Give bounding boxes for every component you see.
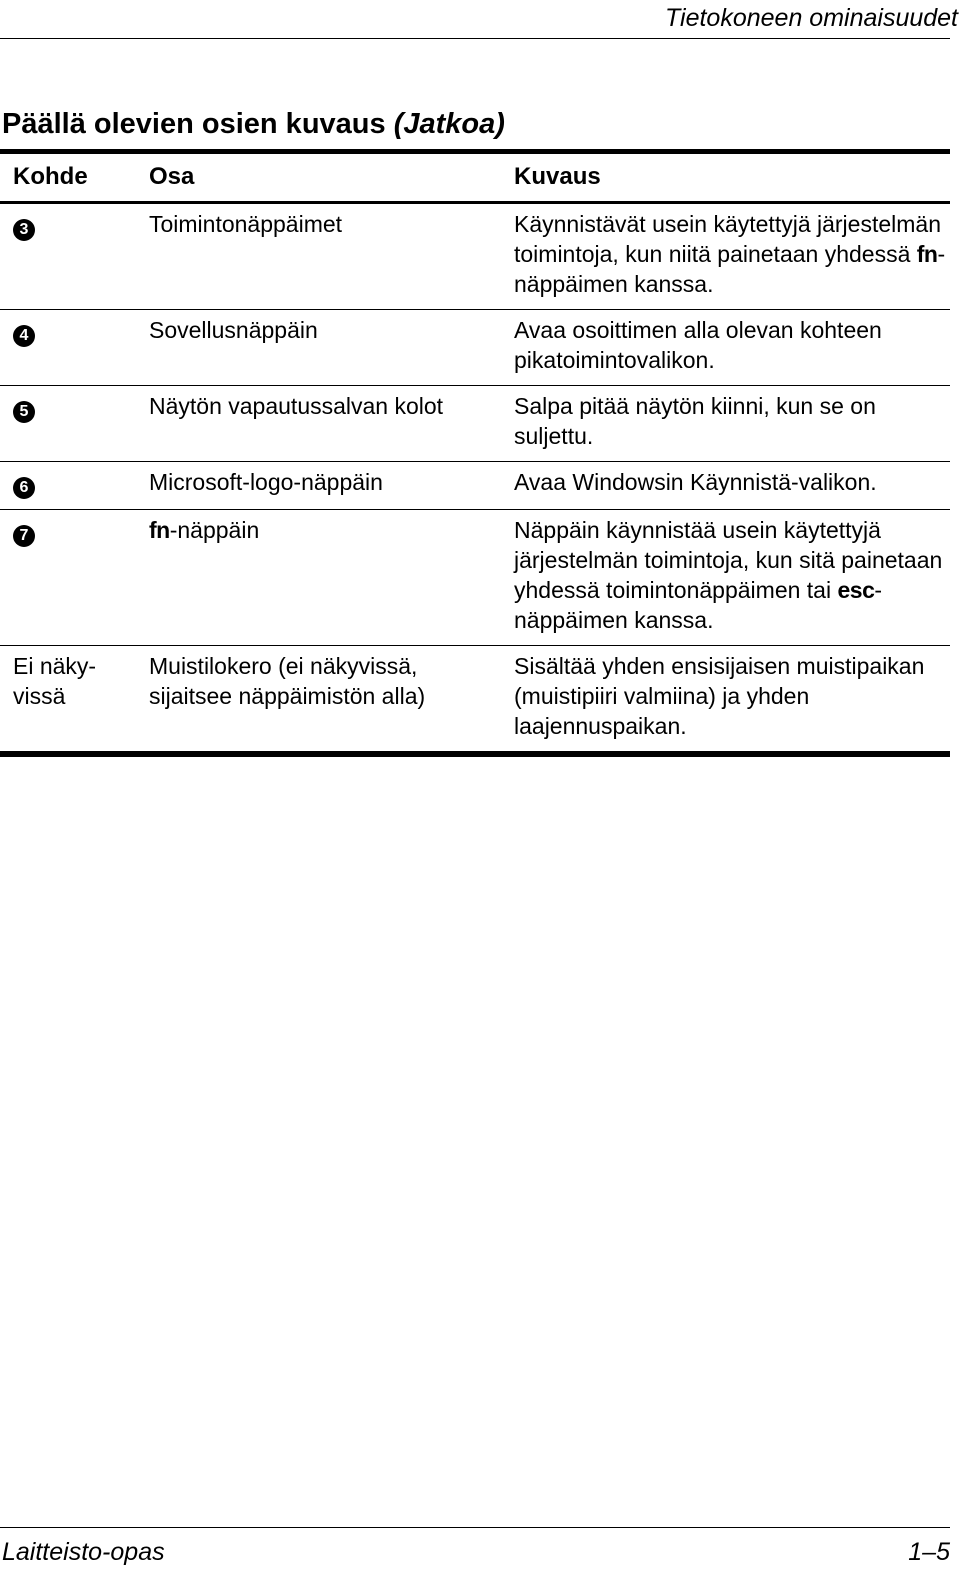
esc-key-label: esc xyxy=(837,577,875,603)
description-text: Näppäin käynnistää usein käytettyjä järjestelmän toimintoja, kun sitä painetaan yhdessä toimintonäppäimen tai xyxy=(514,517,943,603)
item-cell xyxy=(0,510,149,646)
table-title xyxy=(2,106,505,142)
description-cell: Salpa pitää näytön kiinni, kun se on suljettu. xyxy=(514,386,950,462)
page-number: 1–5 xyxy=(908,1538,950,1566)
part-cell: Toimintonäppäimet xyxy=(149,203,514,310)
item-cell xyxy=(0,203,149,310)
description-text: -näppäimen kanssa. xyxy=(514,241,946,297)
part-cell: Microsoft-logo-näppäin xyxy=(149,462,514,510)
part-text-line: sijaitsee näppäimistön alla) xyxy=(149,683,426,709)
column-header-part: Osa xyxy=(149,152,514,203)
item-cell xyxy=(0,646,149,755)
item-cell xyxy=(0,310,149,386)
item-cell xyxy=(0,386,149,462)
part-cell xyxy=(149,510,514,646)
description-cell xyxy=(514,510,950,646)
part-cell: Sovellusnäppäin xyxy=(149,310,514,386)
description-text: -näppäimen kanssa. xyxy=(514,577,883,633)
description-cell: Avaa osoittimen alla olevan kohteen pikatoimintovalikon. xyxy=(514,310,950,386)
callout-number: 6 xyxy=(13,477,35,499)
table-header-row xyxy=(0,152,950,203)
callout-number: 3 xyxy=(13,219,35,241)
table-row xyxy=(0,310,950,386)
part-cell xyxy=(149,646,514,755)
table-row xyxy=(0,646,950,755)
item-text-line: vissä xyxy=(13,683,66,709)
table-row xyxy=(0,462,950,510)
parts-table xyxy=(0,149,950,757)
part-text-line: Muistilokero (ei näkyvissä, xyxy=(149,653,418,679)
fn-key-label: fn xyxy=(149,517,170,543)
description-text: Käynnistävät usein käytettyjä järjestelmän toimintoja, kun niitä painetaan yhdessä xyxy=(514,211,941,267)
item-cell xyxy=(0,462,149,510)
table-row xyxy=(0,203,950,310)
fn-key-label: fn xyxy=(916,241,938,267)
part-text: -näppäin xyxy=(169,517,260,543)
footer-doc-title: Laitteisto-opas xyxy=(2,1538,165,1566)
table-title-suffix: (Jatkoa) xyxy=(393,108,505,140)
callout-number: 7 xyxy=(13,525,35,547)
item-text-line: Ei näky- xyxy=(13,653,97,679)
table-title-text: Päällä olevien osien kuvaus xyxy=(2,108,386,140)
column-header-description: Kuvaus xyxy=(514,152,950,203)
description-cell: Avaa Windowsin Käynnistä-valikon. xyxy=(514,462,950,510)
description-cell xyxy=(514,203,950,310)
footer-rule xyxy=(0,1527,950,1528)
running-header: Tietokoneen ominaisuudet xyxy=(664,4,958,32)
callout-number: 5 xyxy=(13,401,35,423)
callout-number: 4 xyxy=(13,325,35,347)
table-row xyxy=(0,510,950,646)
part-cell: Näytön vapautussalvan kolot xyxy=(149,386,514,462)
table-row xyxy=(0,386,950,462)
header-rule xyxy=(0,38,950,39)
column-header-item: Kohde xyxy=(0,152,149,203)
description-cell: Sisältää yhden ensisijaisen muistipaikan (muistipiiri valmiina) ja yhden laajennuspaikan. xyxy=(514,646,950,755)
